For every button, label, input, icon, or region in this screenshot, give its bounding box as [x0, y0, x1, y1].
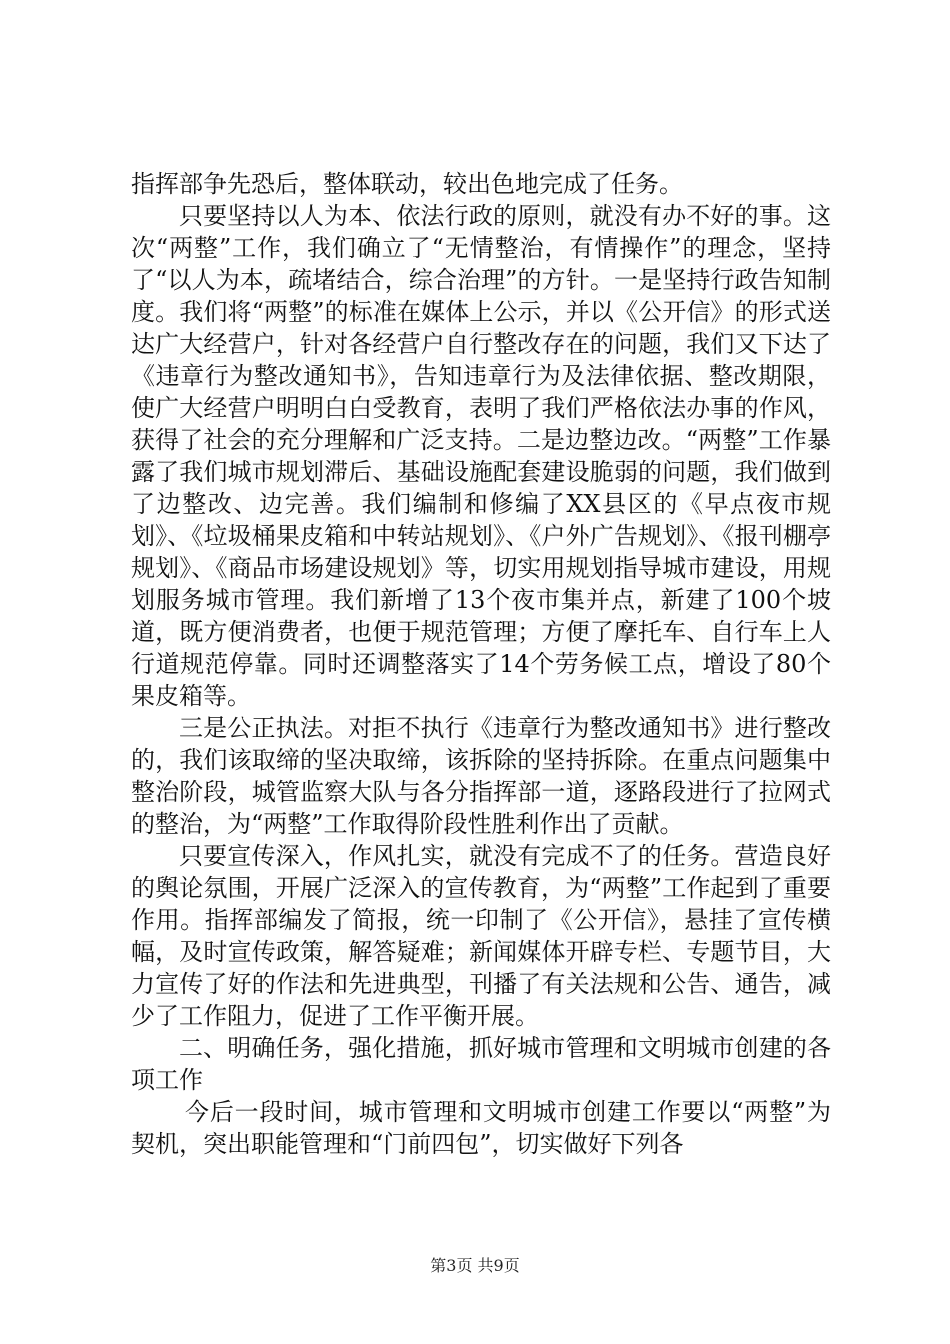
paragraph-continuation: 指挥部争先恐后，整体联动，较出色地完成了任务。	[131, 170, 683, 198]
page-footer	[0, 1253, 950, 1276]
paragraph-publicity: 只要宣传深入，作风扎实，就没有完成不了的任务。营造良好的舆论氛围，开展广泛深入的宣传教育，为“两整”工作起到了重要作用。指挥部编发了简报，统一印制了《公开信》，悬挂了宣传横幅，及时宣传政策，解答疑难；新闻媒体开辟专栏、专题节目，大力宣传了好的作法和先进典型，刊播了有关法规和公告、通告，减少了工作阻力，促进了工作平衡开展。	[131, 842, 831, 1030]
paragraph-next-steps: 今后一段时间，城市管理和文明城市创建工作要以“两整”为契机，突出职能管理和“门前四包”，切实做好下列各	[131, 1098, 831, 1158]
section-heading-tasks: 二、明确任务，强化措施，抓好城市管理和文明城市创建的各项工作	[131, 1034, 831, 1094]
paragraph-fair-enforcement: 三是公正执法。对拒不执行《违章行为整改通知书》进行整改的，我们该取缔的坚决取缔，该拆除的坚持拆除。在重点问题集中整治阶段，城管监察大队与各分指挥部一道，逐路段进行了拉网式的整治，为“两整”工作取得阶段性胜利作出了贡献。	[131, 714, 831, 838]
document-body	[131, 168, 831, 1160]
paragraph-rule-of-law: 只要坚持以人为本、依法行政的原则，就没有办不好的事。这次“两整”工作，我们确立了“无情整治，有情操作”的理念，坚持了“以人为本，疏堵结合，综合治理”的方针。一是坚持行政告知制度。我们将“两整”的标准在媒体上公示，并以《公开信》的形式送达广大经营户，针对各经营户自行整改存在的问题，我们又下达了《违章行为整改通知书》，告知违章行为及法律依据、整改期限，使广大经营户明明白白受教育，表明了我们严格依法办事的作风，获得了社会的充分理解和广泛支持。二是边整边改。“两整”工作暴露了我们城市规划滞后、基础设施配套建设脆弱的问题，我们做到了边整改、边完善。我们编制和修编了XX县区的《早点夜市规划》、《垃圾桶果皮箱和中转站规划》、《户外广告规划》、《报刊棚亭规划》、《商品市场建设规划》等，切实用规划指导城市建设，用规划服务城市管理。我们新增了13个夜市集并点，新建了100个坡道，既方便消费者，也便于规范管理；方便了摩托车、自行车上人行道规范停靠。同时还调整落实了14个劳务候工点，增设了80个果皮箱等。	[131, 202, 831, 710]
page-number: 第3页 共9页	[430, 1256, 520, 1275]
